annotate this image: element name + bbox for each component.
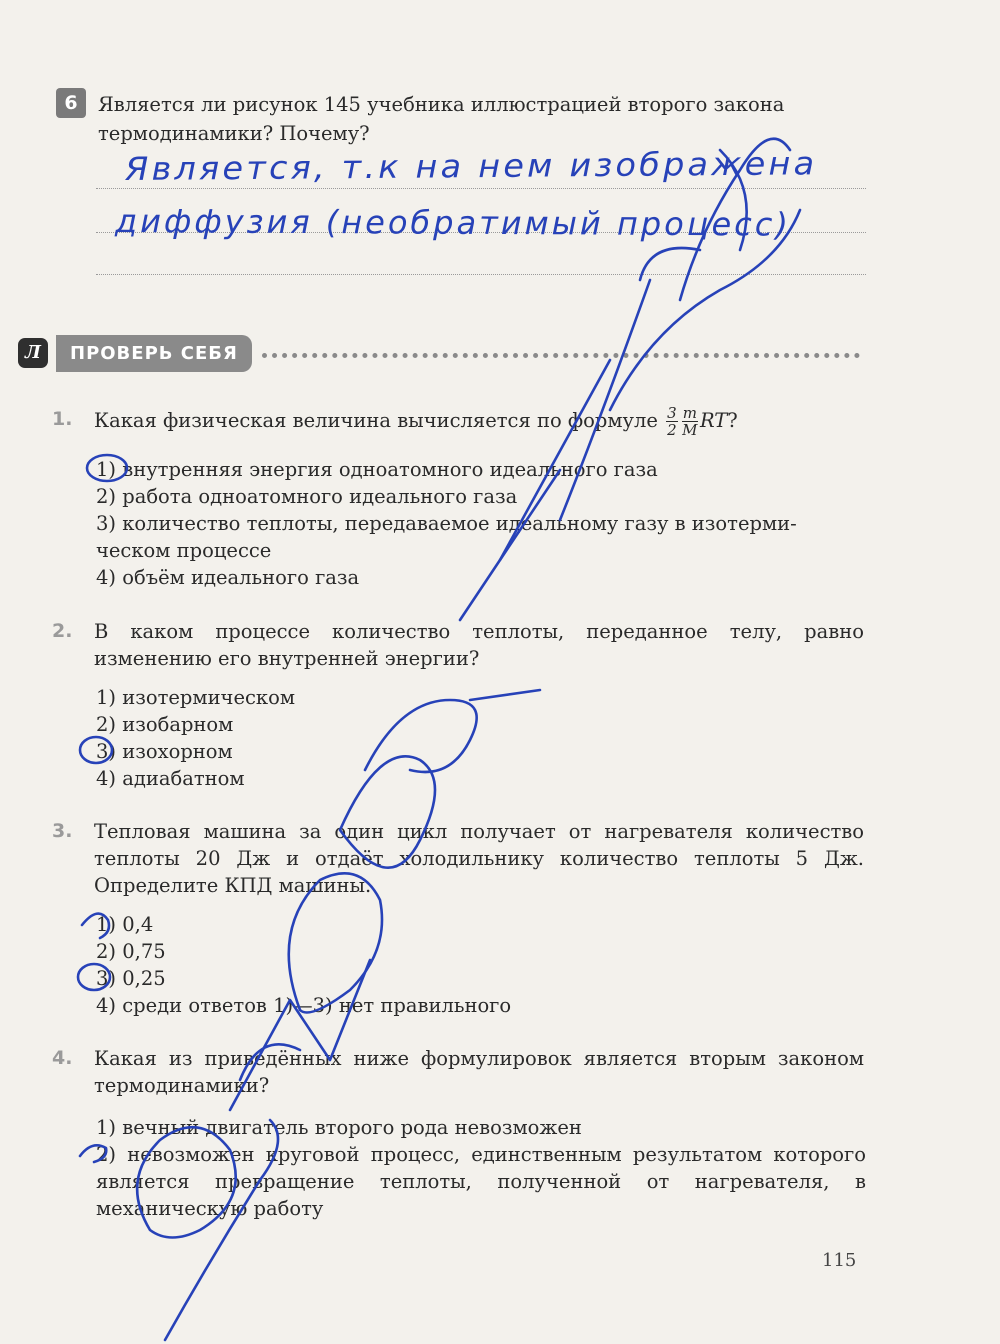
answer-line <box>96 274 866 275</box>
handwritten-answer-line-1: Является, т.к на нем изображена <box>124 144 818 188</box>
section-title: ПРОВЕРЬ СЕБЯ <box>56 335 252 372</box>
question-mark: ? <box>727 409 738 432</box>
question-4-text: Какая из приведённых ниже формулировок является вторым законом термодинамики? <box>94 1047 864 1097</box>
question-3-text: Тепловая машина за один цикл получает от нагревателя количество теплоты 20 Дж и отдаёт холодильнику количество теплоты 5 Дж. Определите КПД машины. <box>94 820 864 897</box>
option: 1) вечный двигатель второго рода невозможен <box>96 1116 582 1139</box>
question-2-options <box>96 684 866 792</box>
option: 3) изохорном <box>96 740 233 763</box>
option: 1) изотермическом <box>96 686 296 709</box>
question-number: 2. <box>52 620 73 642</box>
option-continuation: ческом процессе <box>96 539 272 562</box>
page-number: 115 <box>822 1250 857 1271</box>
mass-denominator: M <box>682 421 698 439</box>
question-number: 3. <box>52 820 73 842</box>
answer-line <box>96 188 866 189</box>
option: 1) 0,4 <box>96 913 154 936</box>
mass-numerator: m <box>682 404 697 422</box>
mass-fraction <box>682 405 698 438</box>
section-icon: Л <box>18 338 48 368</box>
handwritten-answer-line-2: диффузия (необратимый процесс) <box>114 202 791 244</box>
option: 4) адиабатном <box>96 767 245 790</box>
option: 3) 0,25 <box>96 967 166 990</box>
option: 1) внутренняя энергия одноатомного идеального газа <box>96 458 658 481</box>
question-number: 4. <box>52 1047 73 1069</box>
formula-rest: RT <box>699 409 728 432</box>
question-1-prompt: Какая физическая величина вычисляется по формуле <box>94 409 658 432</box>
task-number-badge: 6 <box>56 88 86 118</box>
option: 2) работа одноатомного идеального газа <box>96 485 518 508</box>
option: 2) изобарном <box>96 713 234 736</box>
coef-numerator: 3 <box>667 404 677 422</box>
option: 4) объём идеального газа <box>96 566 360 589</box>
option: 4) среди ответов 1)—3) нет правильного <box>96 994 512 1017</box>
option: 2) невозможен круговой процесс, единственным результатом которого является превращение теплоты, полученной от нагревателя, в механическую работу <box>96 1143 866 1220</box>
task-6-question: Является ли рисунок 145 учебника иллюстрацией второго закона термодинамики? Почему? <box>98 93 785 145</box>
formula <box>664 405 727 438</box>
option: 2) 0,75 <box>96 940 166 963</box>
question-number: 1. <box>52 408 73 430</box>
coef-denominator: 2 <box>667 421 677 439</box>
question-4-options <box>96 1114 866 1222</box>
question-1-text <box>94 405 864 438</box>
coefficient-fraction <box>666 405 678 438</box>
question-3-options <box>96 911 866 1019</box>
question-2-text: В каком процессе количество теплоты, переданное телу, равно изменению его внутренней энергии? <box>94 620 864 670</box>
question-1-options <box>96 456 866 591</box>
option: 3) количество теплоты, передаваемое идеальному газу в изотерми- <box>96 512 797 535</box>
section-divider <box>262 353 860 358</box>
